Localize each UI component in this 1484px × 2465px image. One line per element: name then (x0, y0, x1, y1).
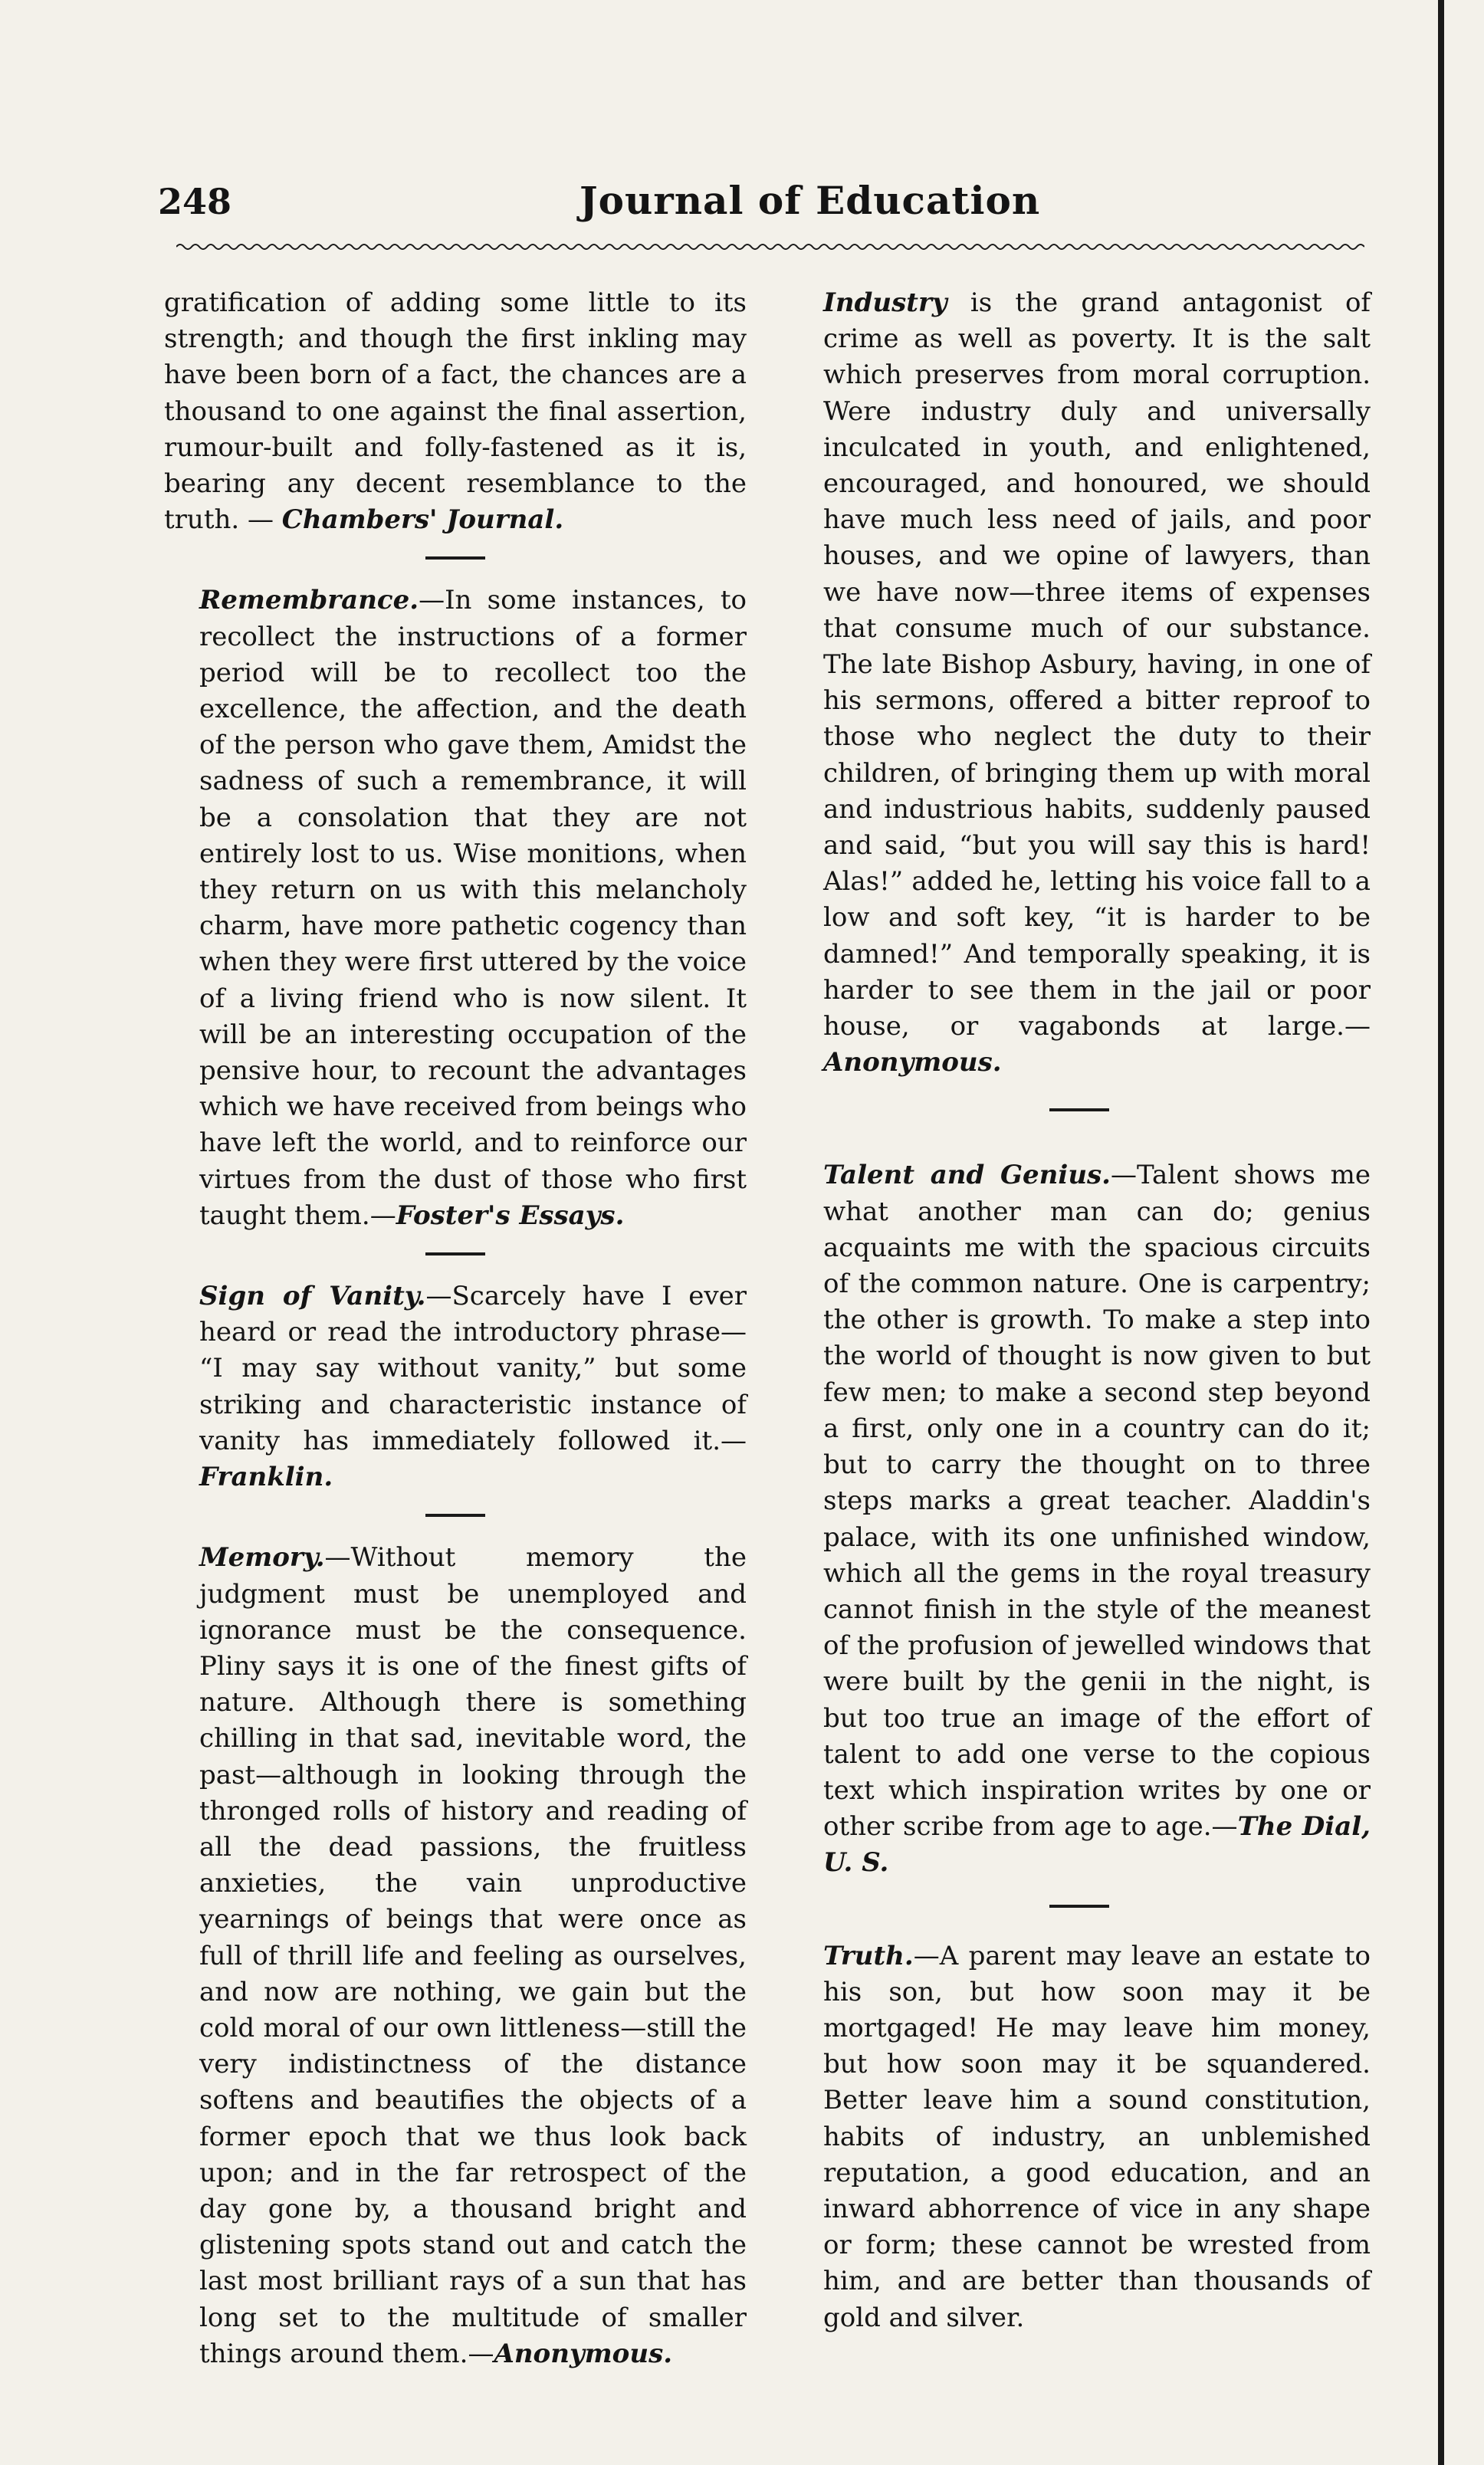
article-attribution: Foster's Essays. (396, 1200, 625, 1231)
article-heading: Memory. (199, 1542, 325, 1574)
article-heading: Sign of Vanity. (199, 1281, 426, 1312)
article-industry (788, 285, 1371, 1081)
running-title: Journal of Education (579, 178, 1041, 223)
article-attribution: Anonymous. (494, 2338, 673, 2369)
article-heading: Industry (823, 287, 947, 318)
header-wavy-rule (176, 242, 1364, 251)
article-talent-and-genius (788, 1157, 1371, 1881)
binding-edge-rule (1438, 0, 1444, 2465)
article-sign-of-vanity (164, 1278, 747, 1495)
article-body: —Without memory the judgment must be unemployed and ignorance must be the consequence. Pliny says it is one of the finest gifts of nature. Although there is something chilling in that sad, inevitable word, the past—although in looking through the thronged rolls of history and reading of all the dead passions, the fruitless anxieties, the vain unproductive yearnings of beings that were once as full of thrill life and feeling as ourselves, and now are nothing, we gain but the cold moral of our own littleness—still the very indistinctness of the distance softens and beautifies the objects of a former epoch that we thus look back upon; and in the far retrospect of the day gone by, a thousand bright and glistening spots stand out and catch the last most brilliant rays of a sun that has long set to the multitude of smaller things around them.— (199, 1542, 747, 2369)
article-body: is the grand antagonist of crime as well as poverty. It is the salt which preserves from moral corruption. Were industry duly and universally inculcated in youth, and enlightened, encouraged, and honoured, we should have much less need of jails, and poor houses, and we opine of lawyers, than we have now—three items of expenses that consume much of our substance. The late Bishop Asbury, having, in one of his sermons, offered a bitter reproof to those who neglect the duty to their children, of bringing them up with moral and industrious habits, suddenly paused and said, “but you will say this is hard! Alas!” added he, letting his voice fall to a low and soft key, “it is harder to be damned!” And temporally speaking, it is harder to see them in the jail or poor house, or vagabonds at large.— (823, 287, 1371, 1042)
article-attribution: Chambers' Journal. (281, 504, 564, 536)
article-attribution: Anonymous. (823, 1047, 1002, 1078)
article-body: —A parent may leave an estate to his son, but how soon may it be mortgaged! He may leave him money, but how soon may it be squandered. Better leave him a sound constitution, habits of industry, an unblemished reputation, a good education, and an inward abhorrence of vice in any shape or form; these cannot be wrested from him, and are better than thousands of gold and silver. (823, 1940, 1371, 2333)
article-body: gratification of adding some little to its strength; and though the first inkling may have been born of a fact, the chances are a thousand to one against the final assertion, rumour-built and folly-fastened as it is, bearing any decent resemblance to the truth. — (164, 287, 747, 536)
left-column (164, 285, 747, 2372)
article-chambers (164, 285, 747, 538)
article-attribution: Franklin. (199, 1462, 333, 1493)
article-attribution: The Dial, U. S. (823, 1811, 1371, 1879)
page-header (158, 175, 1369, 236)
article-heading: Remembrance. (199, 585, 419, 616)
article-remembrance (164, 583, 747, 1234)
article-heading: Talent and Genius. (823, 1160, 1111, 1191)
section-divider (425, 556, 485, 560)
article-truth (788, 1938, 1371, 2336)
right-column (788, 285, 1371, 2336)
section-divider (425, 1252, 485, 1255)
section-divider (1049, 1905, 1109, 1908)
article-body: —Talent shows me what another man can do; genius acquaints me with the spacious circuits of the common nature. One is carpentry; the other is growth. To make a step into the world of thought is now given to but few men; to make a second step beyond a first, only one in a country can do it; but to carry the thought on to three steps marks a great teacher. Aladdin's palace, with its one unfinished window, which all the gems in the royal treasury cannot finish in the style of the meanest of the profusion of jewelled windows that were built by the genii in the night, is but too true an image of the effort of talent to add one verse to the copious text which inspiration writes by one or other scribe from age to age.— (823, 1160, 1371, 1843)
article-body: —In some instances, to recollect the instructions of a former period will be to recollect too the excellence, the affection, and the death of the person who gave them, Amidst the sadness of such a remembrance, it will be a consolation that they are not entirely lost to us. Wise monitions, when they return on us with this melancholy charm, have more pathetic cogency than when they were first uttered by the voice of a living friend who is now silent. It will be an interesting occupation of the pensive hour, to recount the advantages which we have received from beings who have left the world, and to reinforce our virtues from the dust of those who first taught them.— (199, 585, 747, 1231)
section-divider (1049, 1108, 1109, 1111)
article-body: —Scarcely have I ever heard or read the introductory phrase— “I may say without vanity,” but some striking and characteristic instance of vanity has immediately followed it.— (199, 1281, 747, 1456)
page-number: 248 (158, 181, 232, 222)
section-divider (425, 1514, 485, 1517)
article-heading: Truth. (823, 1940, 914, 1971)
article-memory (164, 1540, 747, 2372)
